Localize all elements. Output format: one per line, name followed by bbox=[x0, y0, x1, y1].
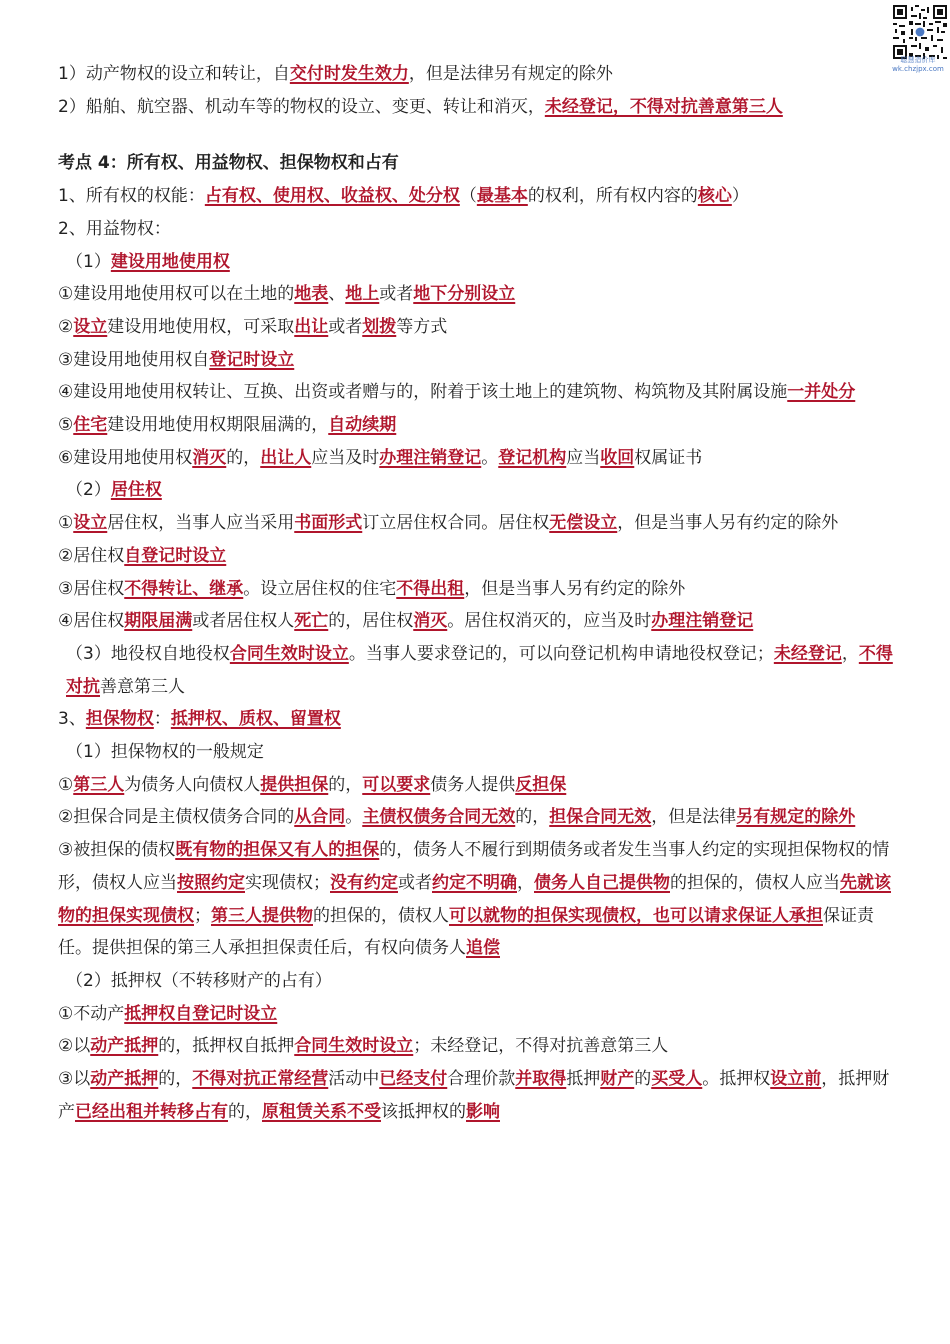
highlighted-term: 消灭 bbox=[413, 611, 448, 632]
highlighted-term: 占有权、使用权、收益权、处分权 bbox=[204, 186, 460, 207]
text-segment: 的权利，所有权内容的 bbox=[527, 186, 698, 207]
text-segment: 保证责任。提供担保的第三人承担担保责任后，有权向债务人 bbox=[58, 905, 874, 959]
highlighted-term: 出让 bbox=[294, 316, 329, 337]
text-segment: 的， bbox=[226, 447, 261, 468]
highlighted-term: 死亡 bbox=[294, 611, 329, 632]
highlighted-term: 没有约定 bbox=[330, 872, 398, 893]
text-segment: ②以 bbox=[58, 1036, 91, 1057]
text-segment: 。设立居住权的住宅 bbox=[243, 578, 397, 599]
text-line bbox=[58, 376, 894, 409]
text-line bbox=[58, 703, 894, 736]
text-segment: 抵押 bbox=[566, 1069, 601, 1090]
text-segment: ① bbox=[58, 774, 74, 795]
highlighted-term: 担保物权 bbox=[85, 709, 154, 730]
watermark-url: wk.chzjpx.com bbox=[892, 65, 944, 73]
highlighted-term: 未经登记，不得对抗善意第三人 bbox=[544, 96, 783, 117]
highlighted-term: 交付时发生效力 bbox=[289, 64, 409, 84]
text-line bbox=[58, 834, 894, 965]
text-segment: 债务人提供 bbox=[430, 774, 516, 795]
text-segment: （2）抵押权（不转移财产的占有） bbox=[66, 970, 332, 991]
text-segment: 实现债权； bbox=[245, 872, 330, 893]
text-segment: （1）担保物权的一般规定 bbox=[66, 742, 264, 763]
text-segment: ④建设用地使用权转让、互换、出资或者赠与的，附着于该土地上的建筑物、构筑物及其附属设施 bbox=[58, 382, 788, 403]
text-segment: ⑤ bbox=[58, 415, 74, 436]
text-segment: 考点 4：所有权、用益物权、担保物权和占有 bbox=[58, 153, 399, 174]
text-line bbox=[58, 638, 894, 703]
highlighted-term: 住宅 bbox=[73, 415, 108, 436]
highlighted-term: 债务人自己提供物 bbox=[534, 872, 670, 893]
highlighted-term: 登记机构 bbox=[498, 447, 567, 468]
highlighted-term: 不得对抗正常经营 bbox=[192, 1069, 329, 1090]
highlighted-term: 财产 bbox=[600, 1069, 635, 1090]
text-segment: 合理价款 bbox=[447, 1069, 516, 1090]
text-line bbox=[58, 1030, 894, 1063]
highlighted-term: 期限届满 bbox=[124, 611, 193, 632]
text-line bbox=[58, 540, 894, 573]
text-segment: 善意第三人 bbox=[100, 676, 185, 697]
text-segment: ；未经登记，不得对抗善意第三人 bbox=[413, 1036, 669, 1057]
text-segment: 。抵押权 bbox=[702, 1069, 771, 1090]
text-segment: 的，债务人不履行到期债务或者发生当事人约定的实现担保物权的情形，债权人应当 bbox=[58, 840, 890, 893]
text-segment: 的， bbox=[228, 1101, 262, 1122]
text-line bbox=[58, 801, 894, 834]
text-segment: ① bbox=[58, 513, 74, 534]
highlighted-term: 不得转让、继承 bbox=[124, 578, 244, 599]
highlighted-term: 买受人 bbox=[651, 1069, 703, 1090]
highlighted-term: 设立 bbox=[73, 513, 108, 534]
text-segment: ③居住权 bbox=[58, 578, 125, 599]
text-segment: ； bbox=[194, 905, 211, 926]
text-segment: 1、所有权的权能： bbox=[58, 186, 205, 207]
highlighted-term: 自登记时设立 bbox=[124, 545, 227, 566]
highlighted-term: 已经支付 bbox=[379, 1069, 448, 1090]
text-segment: ②担保合同是主债权债务合同的 bbox=[58, 807, 295, 828]
text-segment: 该抵押权的 bbox=[381, 1101, 466, 1122]
highlighted-term: 并取得 bbox=[515, 1069, 567, 1090]
highlighted-term: 第三人提供物 bbox=[211, 905, 313, 926]
highlighted-term: 自动续期 bbox=[328, 415, 397, 436]
highlighted-term: 不得对抗 bbox=[66, 643, 893, 697]
text-segment: 2）船舶、航空器、机动车等的物权的设立、变更、转让和消灭， bbox=[58, 96, 545, 117]
highlighted-term: 提供担保 bbox=[260, 774, 329, 795]
text-segment: 的 bbox=[634, 1069, 652, 1090]
highlighted-term: 抵押权自登记时设立 bbox=[124, 1003, 278, 1024]
highlighted-term: 消灭 bbox=[192, 447, 227, 468]
text-segment: 的， bbox=[158, 1069, 193, 1090]
text-segment: ⑥建设用地使用权 bbox=[58, 447, 193, 468]
highlighted-term: 划拨 bbox=[362, 316, 397, 337]
highlighted-term: 未经登记 bbox=[773, 643, 842, 664]
highlighted-term: 约定不明确 bbox=[432, 872, 517, 893]
text-segment: ③建设用地使用权自 bbox=[58, 349, 210, 370]
text-segment: ，抵押财产 bbox=[58, 1069, 890, 1122]
highlighted-term: 核心 bbox=[697, 186, 732, 207]
text-segment: ， bbox=[841, 643, 859, 664]
text-segment: （ bbox=[459, 186, 477, 207]
text-segment: 的， bbox=[515, 807, 550, 828]
highlighted-term: 另有规定的除外 bbox=[736, 807, 856, 828]
text-segment: 。 bbox=[481, 447, 499, 468]
text-line bbox=[58, 58, 894, 91]
text-segment: 。 bbox=[345, 807, 363, 828]
highlighted-term: 既有物的担保又有人的担保 bbox=[175, 840, 380, 861]
text-line bbox=[58, 278, 894, 311]
highlighted-term: 动产抵押 bbox=[90, 1036, 159, 1057]
text-segment: 的，居住权 bbox=[328, 611, 414, 632]
text-line bbox=[58, 573, 894, 606]
highlighted-term: 不得出租 bbox=[396, 578, 465, 599]
text-segment: 建设用地使用权，可采取 bbox=[107, 316, 295, 337]
highlighted-term: 反担保 bbox=[515, 774, 567, 795]
text-line bbox=[58, 769, 894, 802]
text-segment: ） bbox=[731, 186, 749, 207]
text-line bbox=[58, 605, 894, 638]
highlighted-term: 按照约定 bbox=[177, 872, 245, 893]
section-heading bbox=[58, 147, 894, 180]
text-segment: 应当及时 bbox=[311, 447, 380, 468]
highlighted-term: 影响 bbox=[466, 1101, 500, 1122]
qr-code-icon bbox=[893, 5, 947, 59]
text-line bbox=[58, 344, 894, 377]
highlighted-term: 地上 bbox=[345, 284, 380, 305]
highlighted-term: 无偿设立 bbox=[549, 513, 618, 534]
highlighted-term: 先就该物的担保实现债权 bbox=[58, 872, 891, 926]
text-segment: 的，抵押权自抵押 bbox=[158, 1036, 295, 1057]
text-segment: 或者 bbox=[379, 284, 414, 305]
highlighted-term: 收回 bbox=[600, 447, 635, 468]
text-segment: 等方式 bbox=[396, 316, 448, 337]
highlighted-term: 办理注销登记 bbox=[651, 611, 754, 632]
text-line bbox=[58, 91, 894, 124]
highlighted-term: 从合同 bbox=[294, 807, 346, 828]
text-segment: （2） bbox=[66, 480, 111, 501]
text-segment: 应当 bbox=[566, 447, 601, 468]
text-line bbox=[58, 998, 894, 1031]
highlighted-term: 设立前 bbox=[770, 1069, 822, 1090]
paragraph-gap bbox=[58, 123, 894, 147]
highlighted-term: 设立 bbox=[73, 316, 108, 337]
highlighted-term: 地表 bbox=[294, 284, 329, 305]
highlighted-term: 合同生效时设立 bbox=[294, 1036, 414, 1057]
highlighted-term: 已经出租并转移占有 bbox=[75, 1101, 228, 1122]
document-body bbox=[58, 58, 894, 1129]
text-segment: ①不动产 bbox=[58, 1003, 125, 1024]
text-segment: ②居住权 bbox=[58, 545, 125, 566]
text-segment: 。居住权消灭的，应当及时 bbox=[447, 611, 652, 632]
text-segment: ③被担保的债权 bbox=[58, 840, 176, 861]
text-line bbox=[58, 965, 894, 998]
text-segment: ，但是法律 bbox=[651, 807, 737, 828]
highlighted-term: 建设用地使用权 bbox=[110, 251, 230, 272]
text-line bbox=[58, 507, 894, 540]
highlighted-term: 追偿 bbox=[466, 938, 500, 959]
text-segment: ： bbox=[153, 709, 171, 730]
text-segment: ， bbox=[517, 872, 534, 893]
highlighted-term: 出让人 bbox=[260, 447, 312, 468]
text-segment: 的担保的，债权人应当 bbox=[670, 872, 840, 893]
text-segment: ，但是当事人另有约定的除外 bbox=[617, 513, 839, 534]
text-segment: 的担保的，债权人 bbox=[313, 905, 449, 926]
text-segment: ①建设用地使用权可以在土地的 bbox=[58, 284, 295, 305]
text-segment: 或者 bbox=[398, 872, 432, 893]
highlighted-term: 合同生效时设立 bbox=[229, 643, 349, 664]
text-segment: ③以 bbox=[58, 1069, 91, 1090]
text-segment: 或者居住权人 bbox=[192, 611, 295, 632]
text-segment: ④居住权 bbox=[58, 611, 125, 632]
text-segment: 的， bbox=[328, 774, 363, 795]
highlighted-term: 动产抵押 bbox=[90, 1069, 159, 1090]
text-segment: 为债务人向债权人 bbox=[124, 774, 261, 795]
text-segment: ，但是法律另有规定的除外 bbox=[408, 64, 613, 84]
highlighted-term: 抵押权、质权、留置权 bbox=[170, 709, 341, 730]
highlighted-term: 登记时设立 bbox=[209, 349, 295, 370]
text-segment: 订立居住权合同。居住权 bbox=[362, 513, 550, 534]
highlighted-term: 办理注销登记 bbox=[379, 447, 482, 468]
text-segment: 3、 bbox=[58, 709, 86, 730]
highlighted-term: 可以要求 bbox=[362, 774, 431, 795]
text-segment: 。当事人要求登记的，可以向登记机构申请地役权登记； bbox=[348, 643, 774, 664]
highlighted-term: 第三人 bbox=[73, 774, 125, 795]
highlighted-term: 地下分别设立 bbox=[413, 284, 516, 305]
text-segment: 活动中 bbox=[328, 1069, 380, 1090]
highlighted-term: 书面形式 bbox=[294, 513, 363, 534]
text-line bbox=[58, 246, 894, 279]
watermark-caption bbox=[886, 56, 950, 74]
watermark-brand: 聪慧造价库 bbox=[900, 56, 936, 64]
highlighted-term: 可以就物的担保实现债权，也可以请求保证人承担 bbox=[449, 905, 823, 926]
text-segment: 2、用益物权： bbox=[58, 218, 171, 239]
highlighted-term: 主债权债务合同无效 bbox=[362, 807, 516, 828]
text-line bbox=[58, 442, 894, 475]
text-line bbox=[58, 736, 894, 769]
text-segment: 居住权，当事人应当采用 bbox=[107, 513, 295, 534]
highlighted-term: 原租赁关系不受 bbox=[262, 1101, 381, 1122]
text-line bbox=[58, 1063, 894, 1128]
text-segment: （1） bbox=[66, 251, 111, 272]
text-line bbox=[58, 180, 894, 213]
text-line bbox=[58, 311, 894, 344]
text-segment: 权属证书 bbox=[634, 447, 703, 468]
text-line bbox=[58, 409, 894, 442]
highlighted-term: 担保合同无效 bbox=[549, 807, 652, 828]
text-segment: 1）动产物权的设立和转让，自 bbox=[58, 64, 290, 84]
text-segment: 、 bbox=[328, 284, 346, 305]
highlighted-term: 居住权 bbox=[110, 480, 162, 501]
text-segment: 或者 bbox=[328, 316, 363, 337]
highlighted-term: 一并处分 bbox=[787, 382, 856, 403]
text-segment: ，但是当事人另有约定的除外 bbox=[464, 578, 686, 599]
text-line bbox=[58, 474, 894, 507]
text-line bbox=[58, 213, 894, 246]
highlighted-term: 最基本 bbox=[476, 186, 528, 207]
text-segment: ② bbox=[58, 316, 74, 337]
text-segment: （3）地役权自地役权 bbox=[66, 643, 230, 664]
qr-code bbox=[893, 5, 947, 59]
text-segment: 建设用地使用权期限届满的， bbox=[107, 415, 329, 436]
